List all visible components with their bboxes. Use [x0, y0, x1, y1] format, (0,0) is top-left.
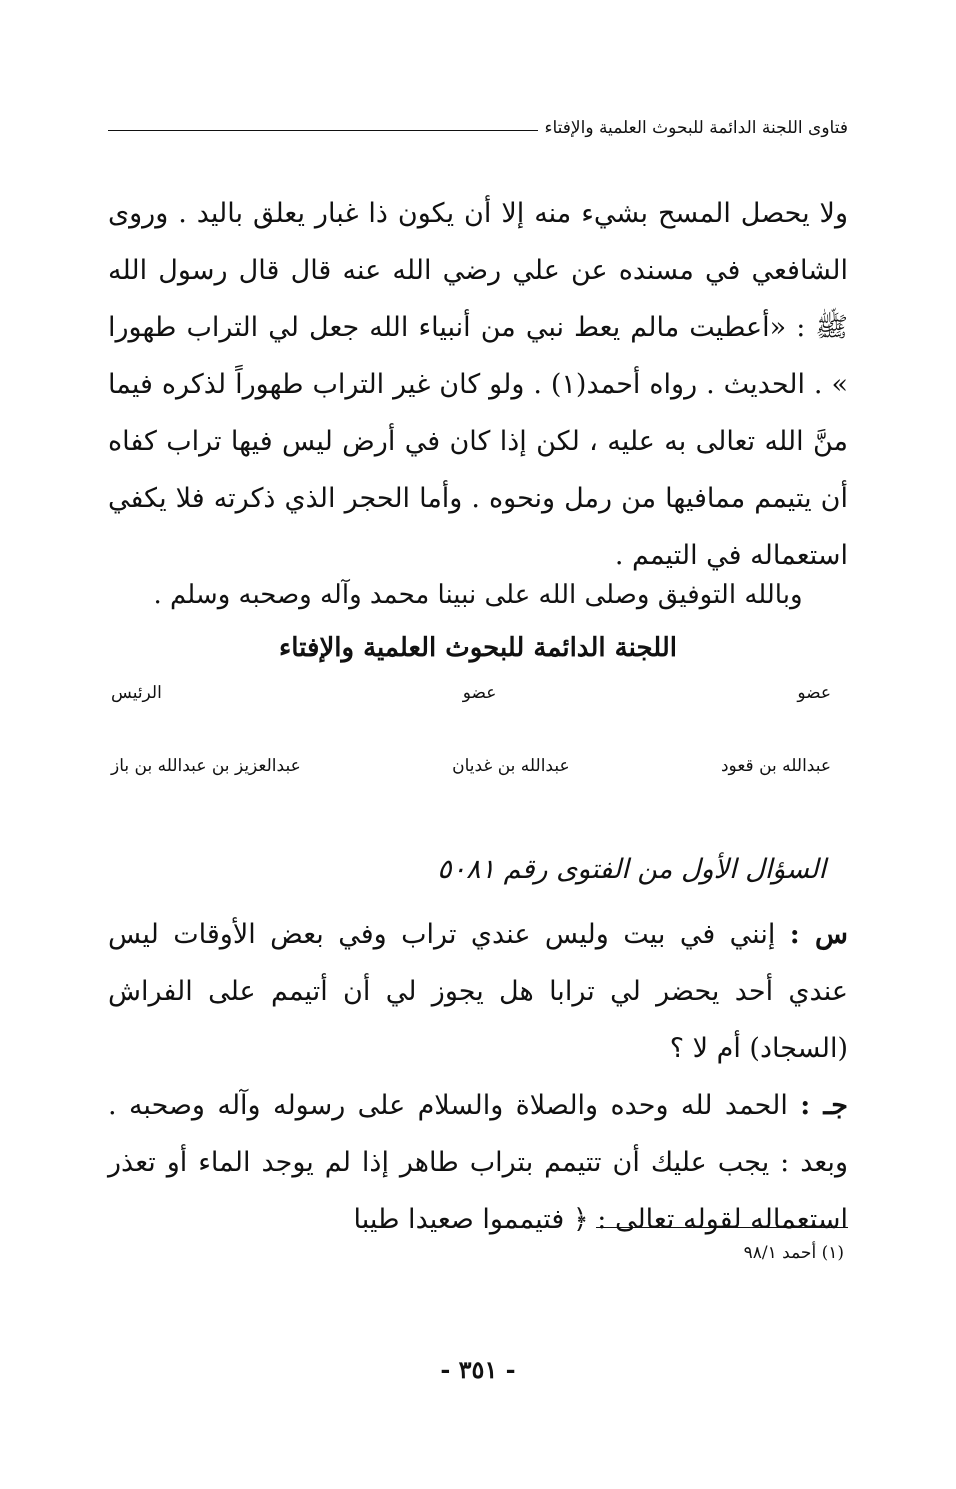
closing-line: وبالله التوفيق وصلى الله على نبينا محمد وآله وصحبه وسلم .	[153, 580, 803, 610]
signature-roles	[111, 683, 831, 703]
chairman-name: عبدالعزيز بن عبدالله بن باز	[111, 756, 301, 776]
question-text: إنني في بيت وليس عندي تراب وفي بعض الأوقات ليس عندي أحد يحضر لي ترابا هل يجوز لي أن أتيمم على الفراش (السجاد) أم لا ؟	[108, 919, 848, 1064]
body-paragraph: ولا يحصل المسح بشيء منه إلا أن يكون ذا غبار يعلق باليد . وروى الشافعي في مسنده عن علي رضي الله عنه قال قال رسول الله ﷺ : «أعطيت مالم يعط نبي من أنبياء الله جعل لي التراب طهورا » . الحديث . رواه أحمد(١) . ولو كان غير التراب طهوراً لذكره فيما منَّ الله تعالى به عليه ، لكن إذا كان في أرض ليس فيها تراب كفاه أن يتيمم ممافيها من رمل ونحوه . وأما الحجر الذي ذكرته فلا يكفي استعماله في التيمم .	[108, 198, 848, 571]
member-name-2: عبدالله بن غديان	[452, 756, 570, 776]
running-header-title: فتاوى اللجنة الدائمة للبحوث العلمية والإفتاء	[544, 118, 848, 138]
question-label: س :	[789, 919, 848, 950]
answer-paragraph	[108, 1077, 848, 1248]
page-number: - ٣٥١ -	[440, 1355, 516, 1384]
footnote: (١) أحمد ٩٨/١	[743, 1243, 844, 1263]
running-header	[108, 108, 848, 138]
question-paragraph	[108, 906, 848, 1077]
answer-text: الحمد لله وحده والصلاة والسلام على رسوله وآله وصحبه . وبعد : يجب عليك أن تتيمم بتراب طاهر إذا لم يوجد الماء أو تعذر استعماله لقوله تعالى : ﴿ فتيمموا صعيدا طيبا	[108, 1090, 848, 1235]
header-rule	[108, 130, 538, 131]
role-chairman: الرئيس	[111, 683, 162, 703]
fatwa-body-text	[108, 185, 848, 584]
fatwa-heading: السؤال الأول من الفتوى رقم ٥٠٨١	[437, 854, 826, 885]
footnote-rule	[596, 1227, 848, 1228]
committee-name: اللجنة الدائمة للبحوث العلمية والإفتاء	[279, 633, 677, 663]
question-answer-block	[108, 906, 848, 1248]
signature-names	[111, 756, 831, 776]
member-name-1: عبدالله بن قعود	[720, 756, 831, 776]
role-member-2: عضو	[462, 683, 497, 703]
role-member-1: عضو	[797, 683, 831, 703]
answer-label: جـ :	[800, 1090, 848, 1121]
